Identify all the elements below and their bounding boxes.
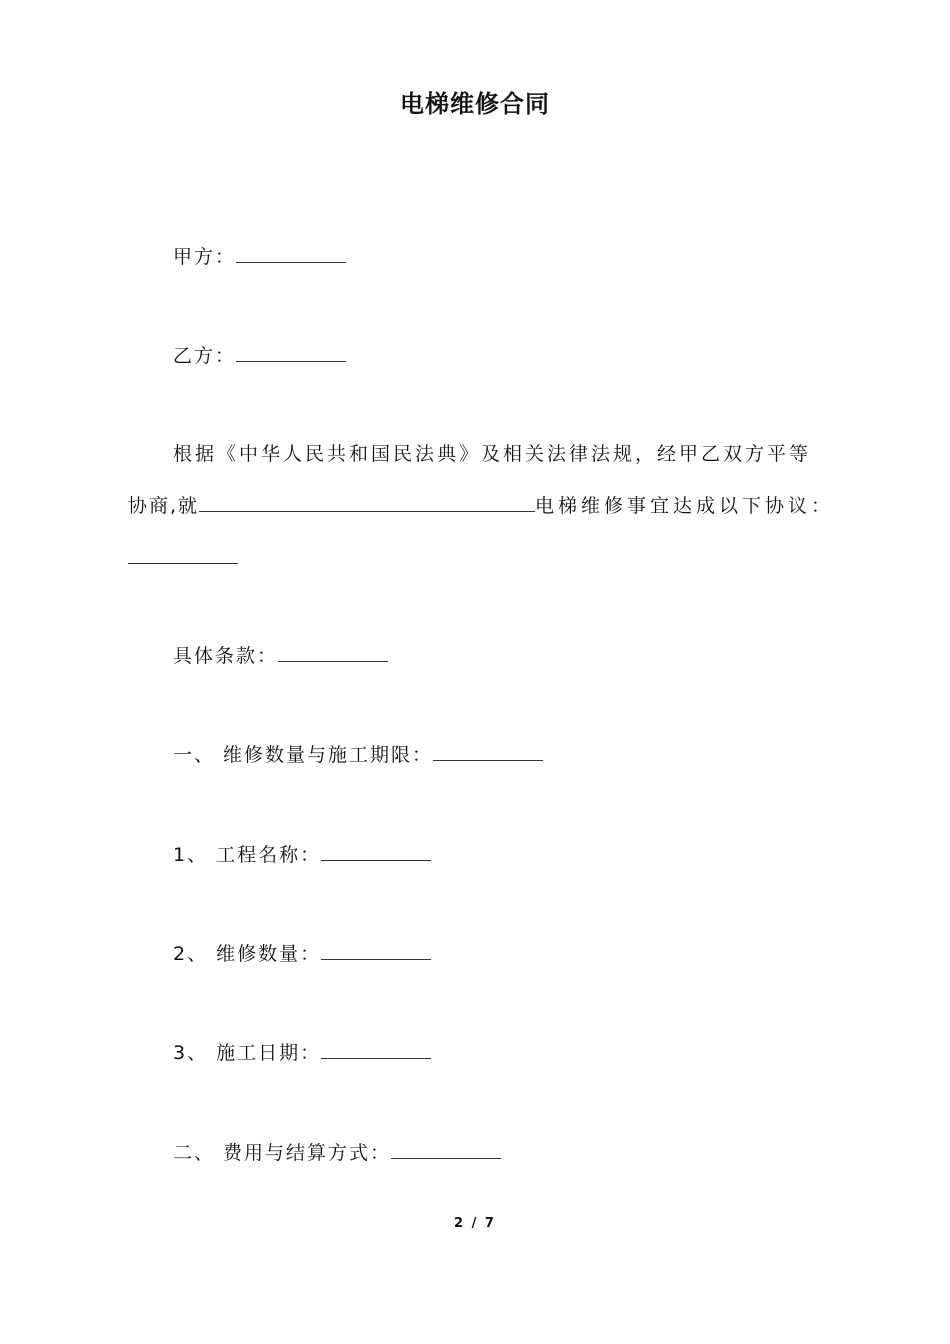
- item-3-blank: [321, 1040, 431, 1059]
- section-2-heading: [173, 1140, 501, 1166]
- document-title: 电梯维修合同: [400, 90, 550, 118]
- item-2-blank: [321, 941, 431, 960]
- item-2-label: 2、 维修数量：: [173, 943, 322, 965]
- section-1-label: 一、 维修数量与施工期限：: [173, 744, 434, 766]
- item-2-line: [173, 941, 431, 967]
- party-b-line: [173, 343, 346, 369]
- intro-paragraph-line-3: [128, 545, 238, 571]
- party-b-blank: [236, 343, 346, 362]
- intro-trailing-blank: [128, 545, 238, 564]
- party-a-label: 甲方：: [173, 246, 237, 268]
- specific-terms-line: [173, 643, 388, 669]
- intro-paragraph-line-2: [128, 493, 834, 519]
- party-a-blank: [236, 244, 346, 263]
- section-1-blank: [433, 742, 543, 761]
- section-1-heading: [173, 742, 543, 768]
- page-indicator: 2 / 7: [454, 1216, 496, 1231]
- section-2-label: 二、 费用与结算方式：: [173, 1142, 392, 1164]
- item-1-line: [173, 842, 431, 868]
- item-1-blank: [321, 842, 431, 861]
- specific-terms-blank: [278, 643, 388, 662]
- intro-suffix: 电梯维修事宜达成以下协议：: [535, 495, 835, 517]
- section-2-blank: [391, 1140, 501, 1159]
- item-3-line: [173, 1040, 431, 1066]
- item-1-label: 1、 工程名称：: [173, 844, 322, 866]
- intro-paragraph-line-1: 根据《中华人民共和国民法典》及相关法律法规，经甲乙双方平等: [173, 443, 812, 465]
- party-a-line: [173, 244, 346, 270]
- intro-prefix: 协商,就: [128, 495, 200, 517]
- specific-terms-label: 具体条款：: [173, 645, 279, 667]
- item-3-label: 3、 施工日期：: [173, 1042, 322, 1064]
- party-b-label: 乙方：: [173, 345, 237, 367]
- project-blank: [199, 493, 535, 512]
